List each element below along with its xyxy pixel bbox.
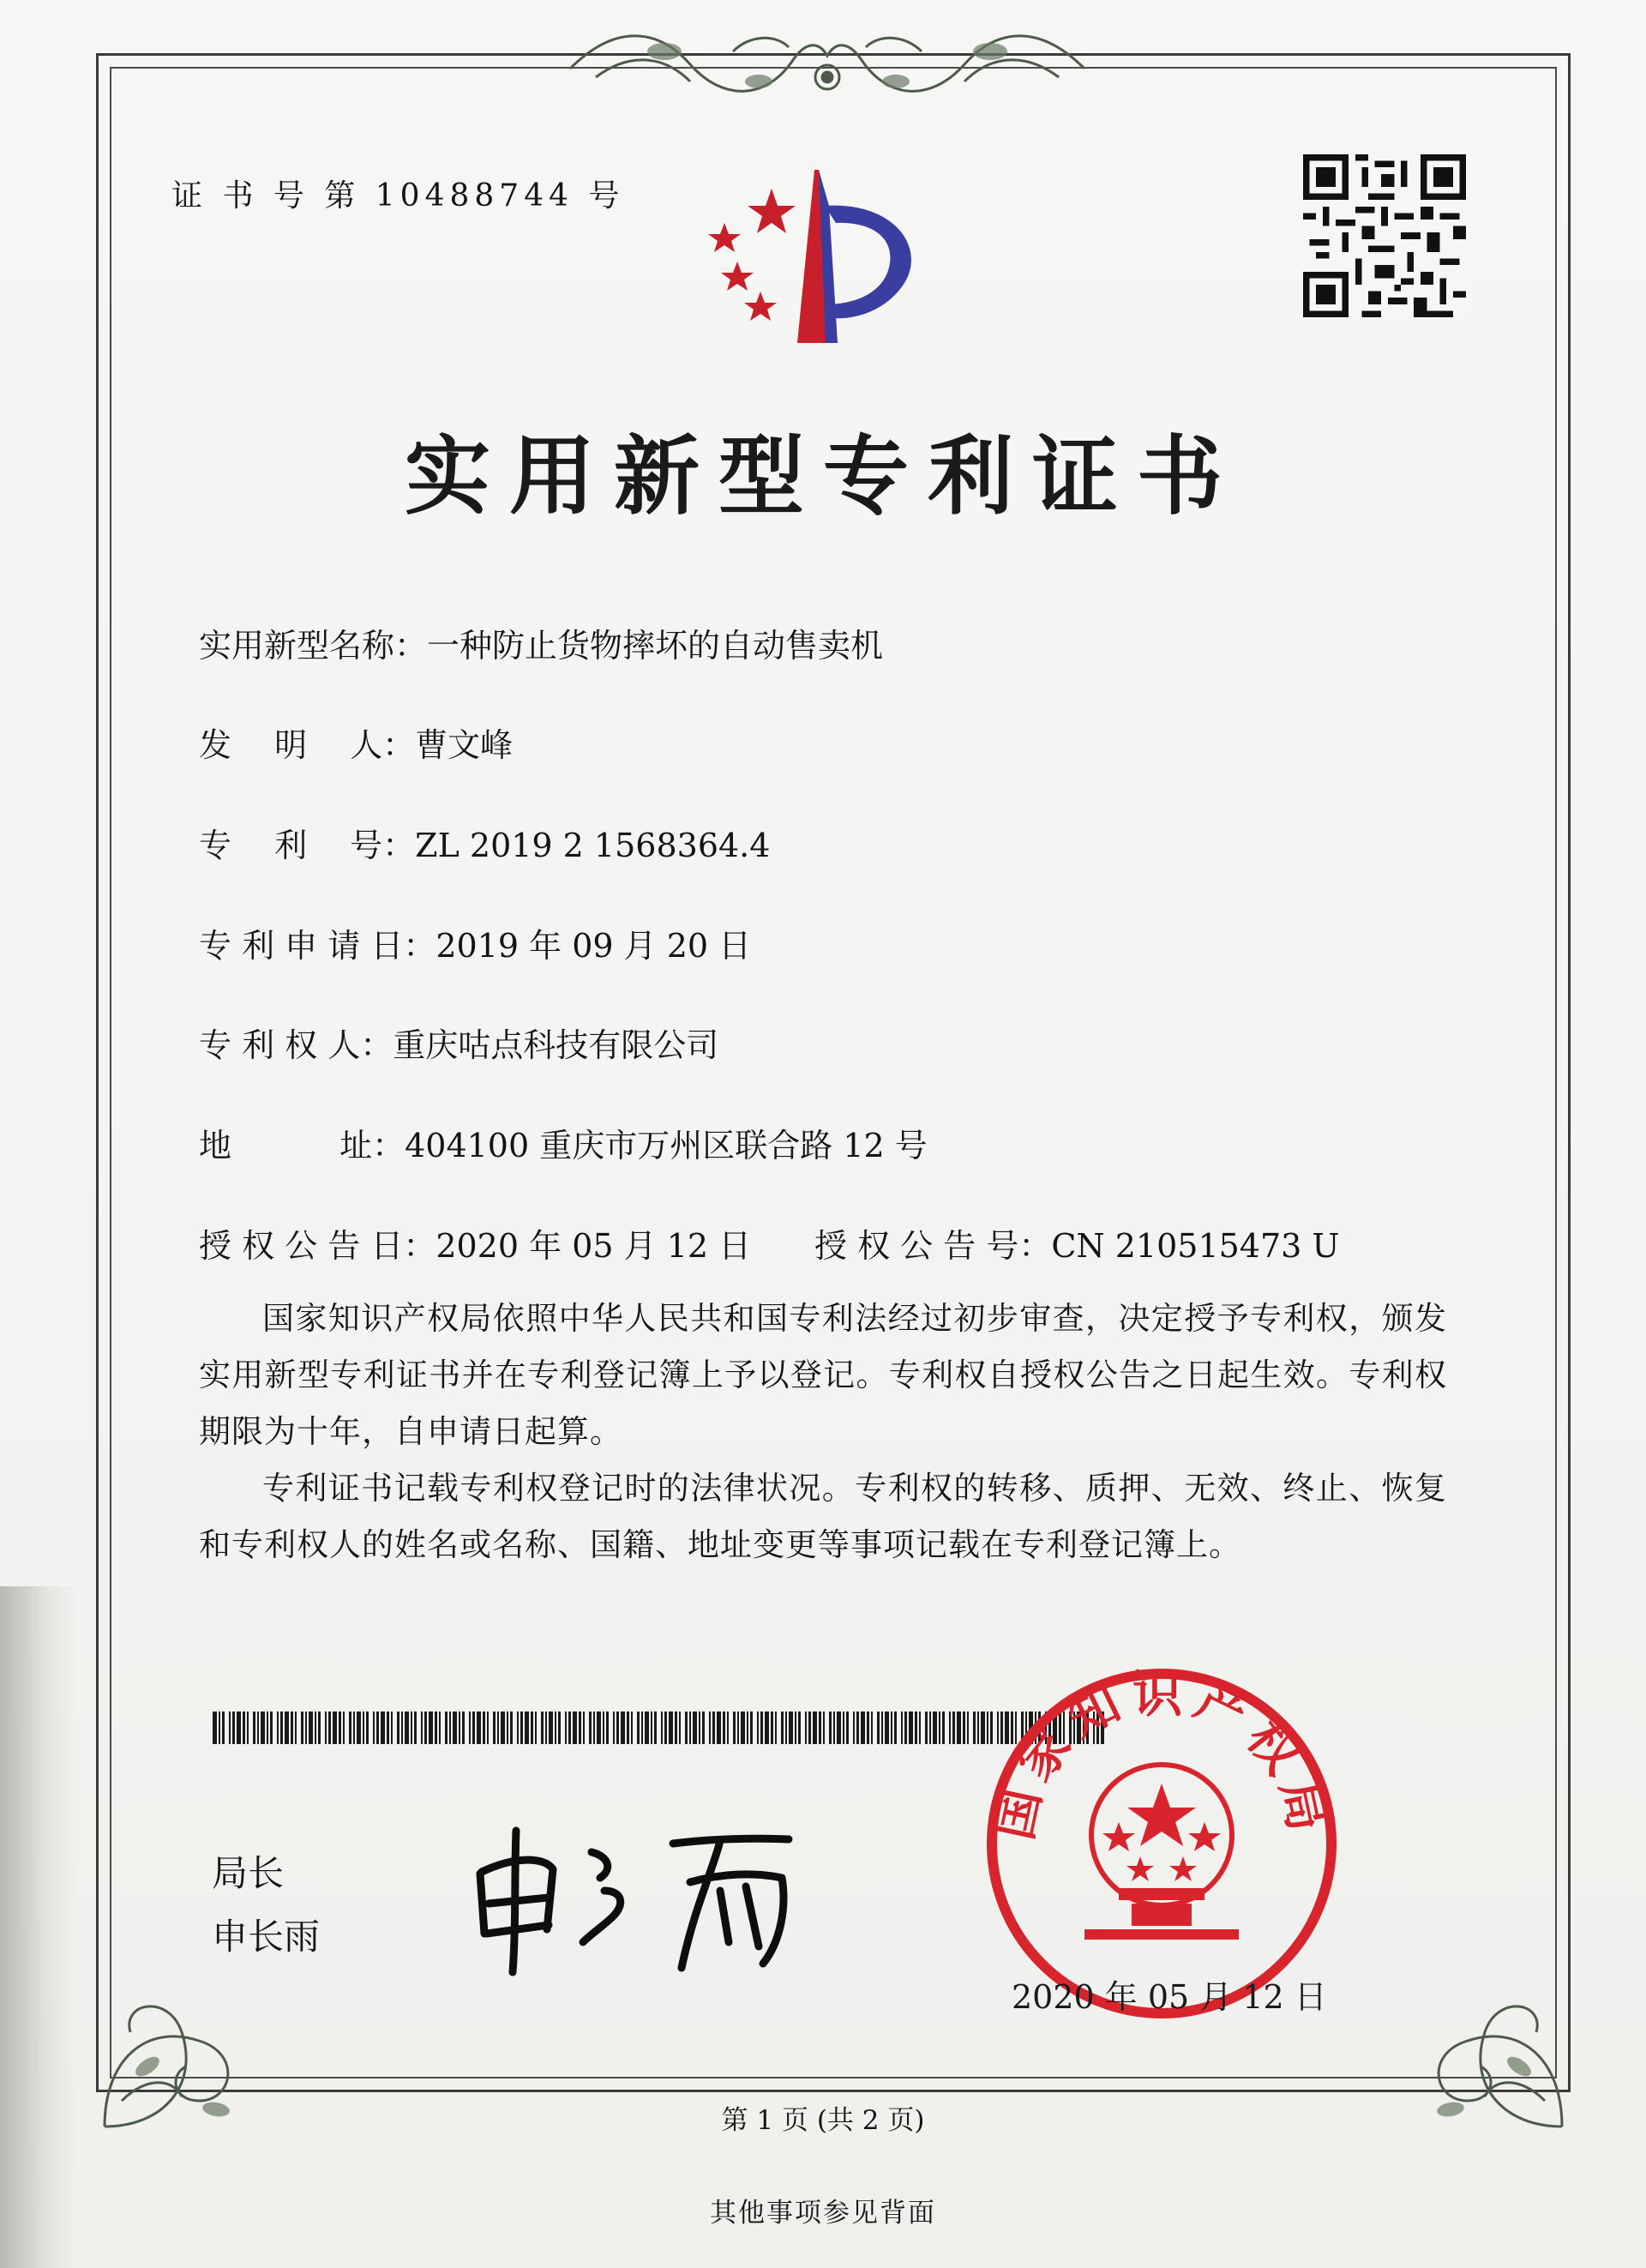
seal-date: 2020 年 05 月 12 日	[1012, 1978, 1327, 2016]
field-label: 授 权 公 告 日：	[199, 1227, 436, 1265]
field-value: 2019 年 09 月 20 日	[436, 927, 752, 965]
field-filing-date	[199, 919, 751, 966]
field-label: 发 明 人：	[199, 726, 416, 764]
page-number: 第 1 页 (共 2 页)	[721, 2105, 925, 2136]
certificate-number: 证 书 号 第 10488744 号	[171, 178, 625, 214]
field-label: 授 权 公 告 号：	[814, 1227, 1052, 1265]
field-label: 专 利 申 请 日：	[199, 927, 436, 965]
body-paragraph-2: 专利证书记载专利权登记时的法律状况。专利权的转移、质押、无效、终止、恢复和专利权人的姓名或名称、国籍、地址变更等事项记载在专利登记簿上。	[199, 1470, 1447, 1563]
field-label: 地 址：	[199, 1127, 405, 1164]
field-utility-model-name	[199, 619, 883, 666]
field-value: 曹文峰	[415, 726, 514, 764]
field-value: CN 210515473 U	[1051, 1227, 1340, 1265]
body-paragraph-1: 国家知识产权局依照中华人民共和国专利法经过初步审查，决定授予专利权，颁发实用新型专利证书并在专利登记簿上予以登记。专利权自授权公告之日起生效。专利权期限为十年，自申请日起算。	[199, 1300, 1447, 1450]
field-grant-publication-number	[814, 1219, 1339, 1266]
field-label: 专 利 号：	[199, 827, 416, 864]
field-value: 重庆咕点科技有限公司	[393, 1026, 719, 1064]
director-name: 申长雨	[212, 1916, 321, 1958]
field-value: 一种防止货物摔坏的自动售卖机	[427, 627, 884, 665]
field-label: 实用新型名称：	[199, 627, 428, 665]
official-seal-icon	[982, 1663, 1342, 2024]
svg-text:国家知识产权局: 国家知识产权局	[984, 1665, 1339, 1845]
field-value: 2020 年 05 月 12 日	[436, 1227, 752, 1265]
field-inventor	[199, 719, 513, 766]
footer-note: 其他事项参见背面	[710, 2198, 936, 2229]
field-label: 专 利 权 人：	[199, 1026, 393, 1064]
field-patentee	[199, 1019, 718, 1066]
field-value: ZL 2019 2 1568364.4	[415, 827, 771, 864]
field-grant-date	[199, 1219, 751, 1266]
director-signature-icon	[463, 1805, 823, 1976]
director-title: 局长	[212, 1852, 285, 1894]
field-address	[199, 1119, 928, 1166]
cnipa-logo-icon	[690, 154, 947, 360]
page-title: 实用新型专利证书	[405, 426, 1241, 526]
certificate-body	[199, 1290, 1447, 1573]
field-value: 404100 重庆市万州区联合路 12 号	[405, 1127, 928, 1164]
barcode-icon	[213, 1712, 1104, 1744]
field-patent-number	[199, 819, 770, 866]
top-ornament	[562, 17, 1093, 111]
scan-shadow	[0, 1586, 77, 2268]
qr-code-icon	[1303, 154, 1466, 317]
